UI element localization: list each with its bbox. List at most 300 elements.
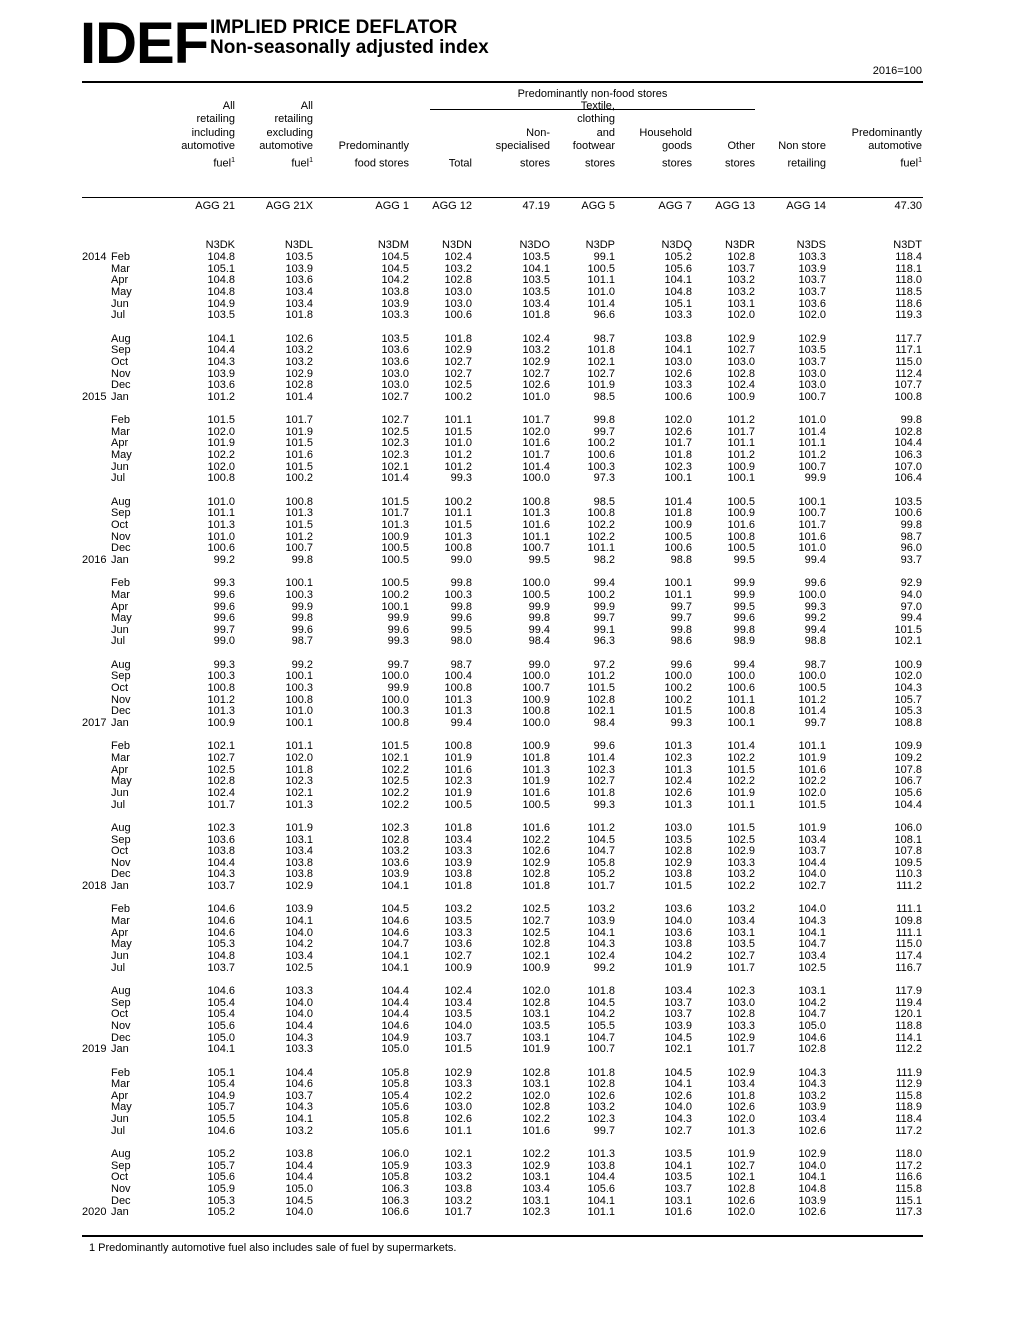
table-row [0, 822, 1020, 834]
row-month: Aug [111, 332, 131, 345]
table-cell: 104.0 [664, 1101, 692, 1114]
table-cell: 118.1 [895, 262, 922, 275]
table-cell: 99.6 [387, 623, 409, 636]
series-code: N3DS [796, 239, 826, 251]
table-cell: 100.6 [444, 309, 472, 322]
table-cell: 100.8 [894, 390, 922, 403]
table-row [0, 251, 1020, 263]
table-cell: 99.2 [804, 612, 826, 625]
table-cell: 101.8 [444, 880, 472, 893]
table-cell: 102.8 [207, 775, 235, 788]
table-cell: 103.2 [444, 1171, 472, 1184]
table-cell: 102.5 [285, 961, 313, 974]
table-row [0, 356, 1020, 368]
table-cell: 102.4 [444, 984, 472, 997]
table-row [0, 787, 1020, 799]
table-cell: 103.6 [381, 355, 409, 368]
table-cell: 100.5 [381, 553, 409, 566]
table-cell: 102.6 [664, 367, 692, 380]
table-cell: 103.1 [798, 984, 826, 997]
row-month: Nov [111, 693, 131, 706]
table-cell: 99.4 [450, 717, 472, 729]
table-cell: 103.2 [444, 1194, 472, 1207]
table-cell: 104.1 [381, 950, 409, 962]
table-cell: 105.7 [207, 1159, 235, 1172]
row-month: Sep [111, 670, 131, 683]
table-cell: 100.8 [522, 705, 550, 718]
table-row [0, 344, 1020, 356]
table-cell: 103.4 [444, 833, 472, 846]
table-cell: 104.0 [798, 903, 826, 916]
table-cell: 100.6 [664, 542, 692, 555]
table-cell: 104.3 [798, 1066, 826, 1079]
table-cell: 103.8 [381, 285, 409, 298]
table-cell: 101.7 [207, 798, 235, 811]
table-cell: 102.4 [664, 775, 692, 788]
table-cell: 99.9 [733, 588, 755, 601]
table-cell: 115.8 [895, 1183, 922, 1195]
table-cell: 111.9 [896, 1066, 922, 1079]
table-cell: 102.6 [664, 425, 692, 438]
table-cell: 98.5 [593, 390, 615, 403]
table-cell: 100.6 [207, 542, 235, 555]
table-cell: 102.3 [587, 763, 615, 776]
table-cell: 99.7 [670, 612, 692, 625]
table-row [0, 694, 1020, 706]
table-cell: 99.9 [804, 472, 826, 485]
row-month: Feb [111, 903, 130, 916]
column-header [259, 100, 313, 171]
table-cell: 100.8 [727, 530, 755, 543]
table-row [0, 531, 1020, 543]
table-cell: 101.7 [727, 1043, 755, 1056]
table-cell: 116.7 [895, 961, 922, 974]
table-cell: 101.5 [444, 518, 472, 531]
table-row [0, 379, 1020, 391]
table-cell: 105.2 [587, 868, 615, 881]
table-cell: 103.4 [522, 297, 550, 310]
table-cell: 101.6 [522, 1124, 550, 1137]
table-cell: 103.0 [727, 996, 755, 1009]
table-row [0, 414, 1020, 426]
table-row [0, 263, 1020, 275]
table-cell: 103.8 [207, 845, 235, 858]
table-row [0, 496, 1020, 508]
table-cell: 97.0 [900, 600, 922, 613]
table-cell: 101.9 [522, 775, 550, 788]
table-cell: 100.0 [664, 670, 692, 683]
table-cell: 98.5 [593, 495, 615, 508]
table-cell: 106.3 [381, 1183, 409, 1195]
series-code: N3DQ [661, 239, 692, 251]
table-cell: 103.1 [727, 926, 755, 939]
table-cell: 100.8 [444, 542, 472, 555]
table-cell: 105.6 [381, 1124, 409, 1137]
table-cell: 101.3 [207, 705, 235, 718]
table-row [0, 274, 1020, 286]
table-cell: 101.0 [207, 495, 235, 508]
table-cell: 104.0 [285, 1008, 313, 1021]
table-cell: 98.9 [733, 635, 755, 648]
table-cell: 101.1 [727, 693, 755, 706]
row-month: May [111, 449, 132, 462]
table-row [0, 1195, 1020, 1207]
table-cell: 102.8 [522, 938, 550, 951]
table-cell: 102.6 [664, 786, 692, 799]
table-cell: 103.2 [798, 1089, 826, 1102]
table-cell: 102.2 [727, 880, 755, 893]
table-cell: 109.5 [894, 856, 922, 869]
row-month: Oct [111, 518, 129, 531]
table-cell: 106.3 [381, 1194, 409, 1207]
table-cell: 115.8 [895, 1089, 922, 1102]
table-cell: 100.9 [522, 693, 550, 706]
table-cell: 100.0 [522, 472, 550, 485]
table-cell: 101.6 [522, 437, 550, 450]
table-cell: 101.4 [587, 751, 615, 764]
table-cell: 102.2 [798, 775, 826, 788]
row-month: Nov [111, 367, 131, 380]
table-cell: 103.6 [381, 856, 409, 869]
table-cell: 103.8 [664, 868, 692, 881]
row-year: 2018 [82, 880, 107, 893]
table-cell: 101.3 [522, 763, 550, 776]
table-cell: 103.4 [444, 996, 472, 1009]
table-cell: 99.4 [733, 658, 755, 671]
table-cell: 100.5 [522, 588, 550, 601]
table-cell: 106.4 [894, 472, 922, 485]
table-cell: 102.8 [664, 845, 692, 858]
table-cell: 101.5 [207, 414, 235, 427]
table-cell: 104.3 [798, 1078, 826, 1091]
table-cell: 101.2 [587, 670, 615, 683]
row-month: Jul [111, 1124, 126, 1137]
table-cell: 100.9 [727, 507, 755, 520]
table-cell: 101.1 [587, 1206, 615, 1219]
table-cell: 104.1 [207, 332, 235, 345]
table-row [0, 845, 1020, 857]
table-cell: 103.7 [727, 262, 755, 275]
table-cell: 102.0 [664, 414, 692, 427]
table-cell: 98.4 [528, 635, 550, 648]
table-cell: 100.1 [798, 495, 826, 508]
table-cell: 100.8 [587, 507, 615, 520]
table-cell: 102.1 [285, 786, 313, 799]
table-cell: 101.5 [444, 1043, 472, 1056]
table-cell: 101.5 [894, 623, 922, 636]
row-month: Apr [111, 274, 129, 287]
table-cell: 107.0 [894, 460, 922, 473]
table-cell: 100.2 [587, 437, 615, 450]
table-cell: 103.3 [727, 856, 755, 869]
table-row [0, 880, 1020, 892]
table-cell: 105.4 [207, 1008, 235, 1021]
table-cell: 103.5 [522, 251, 550, 263]
table-cell: 101.6 [798, 763, 826, 776]
table-cell: 105.4 [207, 996, 235, 1009]
table-cell: 101.1 [664, 588, 692, 601]
table-cell: 101.9 [727, 786, 755, 799]
row-month: Jan [111, 1206, 129, 1219]
table-cell: 104.6 [207, 984, 235, 997]
table-row [0, 577, 1020, 589]
table-cell: 103.2 [727, 868, 755, 881]
table-cell: 101.7 [381, 507, 409, 520]
table-cell: 101.5 [587, 682, 615, 695]
table-cell: 99.9 [387, 682, 409, 695]
table-cell: 102.1 [587, 705, 615, 718]
table-cell: 103.3 [727, 1019, 755, 1032]
row-month: Aug [111, 1148, 131, 1161]
table-row [0, 554, 1020, 566]
table-cell: 103.0 [444, 297, 472, 310]
table-cell: 99.6 [670, 658, 692, 671]
table-cell: 104.4 [285, 1171, 313, 1184]
table-cell: 104.4 [285, 1066, 313, 1079]
table-cell: 102.0 [207, 460, 235, 473]
table-cell: 104.7 [587, 1031, 615, 1044]
series-code: N3DT [893, 239, 922, 251]
table-cell: 102.1 [664, 1043, 692, 1056]
table-cell: 118.4 [895, 251, 922, 263]
agg-code: 47.30 [894, 200, 922, 212]
column-header [725, 140, 755, 171]
table-cell: 100.2 [664, 693, 692, 706]
table-cell: 100.7 [587, 1043, 615, 1056]
table-row [0, 1160, 1020, 1172]
table-cell: 104.4 [207, 856, 235, 869]
table-cell: 99.3 [213, 658, 235, 671]
row-month: May [111, 285, 132, 298]
row-month: Jan [111, 1043, 129, 1056]
table-cell: 98.7 [900, 530, 922, 543]
table-cell: 104.4 [285, 1019, 313, 1032]
table-cell: 102.3 [727, 984, 755, 997]
table-cell: 97.3 [593, 472, 615, 485]
table-cell: 103.5 [207, 309, 235, 322]
table-cell: 104.1 [798, 926, 826, 939]
row-month: Nov [111, 1183, 131, 1195]
table-cell: 104.2 [381, 274, 409, 287]
table-cell: 98.7 [291, 635, 313, 648]
table-cell: 103.9 [587, 915, 615, 928]
row-month: Aug [111, 821, 131, 834]
row-month: May [111, 775, 132, 788]
table-cell: 103.6 [381, 344, 409, 357]
table-cell: 101.6 [444, 763, 472, 776]
table-cell: 101.3 [381, 518, 409, 531]
table-cell: 102.0 [522, 425, 550, 438]
table-cell: 105.0 [381, 1043, 409, 1056]
table-cell: 102.5 [522, 903, 550, 916]
table-cell: 103.8 [285, 1148, 313, 1161]
table-cell: 107.8 [894, 763, 922, 776]
row-month: May [111, 1101, 132, 1114]
table-row [0, 542, 1020, 554]
row-month: Feb [111, 577, 130, 590]
table-row [0, 985, 1020, 997]
table-cell: 105.2 [207, 1148, 235, 1161]
table-cell: 99.7 [593, 612, 615, 625]
agg-code: AGG 7 [658, 200, 692, 212]
table-cell: 100.6 [664, 390, 692, 403]
table-cell: 104.3 [285, 1101, 313, 1114]
row-month: Mar [111, 751, 130, 764]
series-code: N3DL [284, 239, 313, 251]
table-cell: 101.5 [285, 437, 313, 450]
table-cell: 103.5 [664, 1148, 692, 1161]
table-cell: 102.2 [381, 763, 409, 776]
table-cell: 118.0 [895, 1148, 922, 1161]
table-row [0, 333, 1020, 345]
table-cell: 102.9 [522, 856, 550, 869]
table-cell: 98.0 [450, 635, 472, 648]
table-cell: 104.0 [664, 915, 692, 928]
table-cell: 101.0 [285, 705, 313, 718]
table-cell: 102.8 [522, 1066, 550, 1079]
table-cell: 101.8 [587, 786, 615, 799]
bottom-rule [82, 1235, 923, 1237]
row-month: Mar [111, 588, 130, 601]
series-code: N3DM [377, 239, 409, 251]
table-cell: 104.1 [285, 1113, 313, 1126]
table-cell: 104.1 [381, 880, 409, 893]
table-cell: 103.5 [522, 274, 550, 287]
row-month: Oct [111, 682, 129, 695]
table-cell: 102.7 [587, 367, 615, 380]
table-cell: 103.3 [444, 1078, 472, 1091]
table-cell: 103.0 [444, 1101, 472, 1114]
table-cell: 101.4 [285, 390, 313, 403]
table-cell: 102.7 [444, 367, 472, 380]
table-cell: 118.0 [895, 274, 922, 287]
table-cell: 99.9 [593, 600, 615, 613]
table-row [0, 938, 1020, 950]
table-cell: 98.2 [593, 553, 615, 566]
table-cell: 105.6 [587, 1183, 615, 1195]
table-cell: 100.1 [727, 717, 755, 729]
table-cell: 102.2 [587, 518, 615, 531]
table-cell: 101.9 [727, 1148, 755, 1161]
table-cell: 101.5 [664, 705, 692, 718]
table-cell: 98.7 [804, 658, 826, 671]
table-cell: 105.9 [381, 1159, 409, 1172]
table-cell: 103.0 [664, 355, 692, 368]
table-cell: 104.1 [587, 926, 615, 939]
table-cell: 101.2 [285, 530, 313, 543]
table-cell: 102.9 [727, 1031, 755, 1044]
table-cell: 103.2 [727, 285, 755, 298]
table-cell: 102.7 [587, 775, 615, 788]
table-cell: 99.6 [733, 612, 755, 625]
row-month: Jan [111, 880, 129, 893]
table-cell: 102.8 [727, 367, 755, 380]
table-cell: 102.0 [727, 1206, 755, 1219]
column-header [852, 127, 922, 171]
table-cell: 105.8 [381, 1066, 409, 1079]
dataset-code: IDEF [80, 11, 209, 76]
table-cell: 101.1 [444, 507, 472, 520]
table-cell: 100.7 [798, 507, 826, 520]
group-header-non-food: Predominantly non-food stores [517, 88, 668, 100]
table-cell: 104.8 [207, 950, 235, 962]
table-cell: 111.1 [896, 903, 922, 916]
table-cell: 98.7 [593, 332, 615, 345]
table-cell: 99.8 [450, 577, 472, 590]
table-cell: 102.8 [587, 1078, 615, 1091]
table-cell: 103.7 [664, 1008, 692, 1021]
table-cell: 101.9 [798, 821, 826, 834]
table-cell: 104.6 [381, 1019, 409, 1032]
table-cell: 101.6 [664, 1206, 692, 1219]
table-cell: 102.6 [285, 332, 313, 345]
table-cell: 105.4 [207, 1078, 235, 1091]
table-cell: 105.7 [207, 1101, 235, 1114]
row-month: Jan [111, 553, 129, 566]
column-header-text: Textile, clothing and footwear stores [572, 99, 615, 170]
table-cell: 105.1 [207, 262, 235, 275]
table-row [0, 799, 1020, 811]
table-cell: 104.6 [381, 926, 409, 939]
table-row [0, 1171, 1020, 1183]
table-cell: 103.8 [664, 938, 692, 951]
table-cell: 99.3 [387, 635, 409, 648]
table-cell: 103.3 [664, 379, 692, 392]
table-row [0, 507, 1020, 519]
table-cell: 103.9 [207, 367, 235, 380]
table-cell: 103.2 [522, 344, 550, 357]
table-cell: 100.3 [444, 588, 472, 601]
table-row [0, 670, 1020, 682]
table-cell: 99.9 [733, 577, 755, 590]
table-cell: 110.3 [895, 868, 922, 881]
column-header-text: Household goods stores [639, 126, 692, 170]
table-cell: 104.1 [207, 1043, 235, 1056]
table-cell: 101.2 [444, 460, 472, 473]
table-row [0, 740, 1020, 752]
table-cell: 101.8 [522, 880, 550, 893]
table-cell: 92.9 [900, 577, 922, 590]
table-row [0, 775, 1020, 787]
table-cell: 96.0 [900, 542, 922, 555]
table-cell: 103.6 [444, 938, 472, 951]
table-cell: 101.2 [207, 693, 235, 706]
table-cell: 102.7 [444, 950, 472, 962]
table-cell: 102.1 [587, 355, 615, 368]
table-row [0, 997, 1020, 1009]
table-cell: 101.4 [381, 472, 409, 485]
table-cell: 100.5 [522, 798, 550, 811]
table-cell: 101.1 [798, 437, 826, 450]
row-month: Feb [111, 740, 130, 753]
row-month: Jun [111, 297, 129, 310]
table-cell: 100.1 [381, 600, 409, 613]
table-cell: 104.0 [798, 868, 826, 881]
table-cell: 102.8 [522, 1101, 550, 1114]
table-cell: 104.5 [587, 833, 615, 846]
table-cell: 104.5 [381, 903, 409, 916]
table-cell: 103.3 [381, 309, 409, 322]
table-cell: 102.3 [522, 1206, 550, 1219]
table-cell: 102.3 [381, 437, 409, 450]
table-cell: 101.8 [664, 449, 692, 462]
table-row [0, 1078, 1020, 1090]
table-cell: 103.6 [664, 903, 692, 916]
table-cell: 100.9 [727, 460, 755, 473]
row-month: Aug [111, 495, 131, 508]
table-cell: 102.1 [522, 950, 550, 962]
table-cell: 100.3 [207, 670, 235, 683]
